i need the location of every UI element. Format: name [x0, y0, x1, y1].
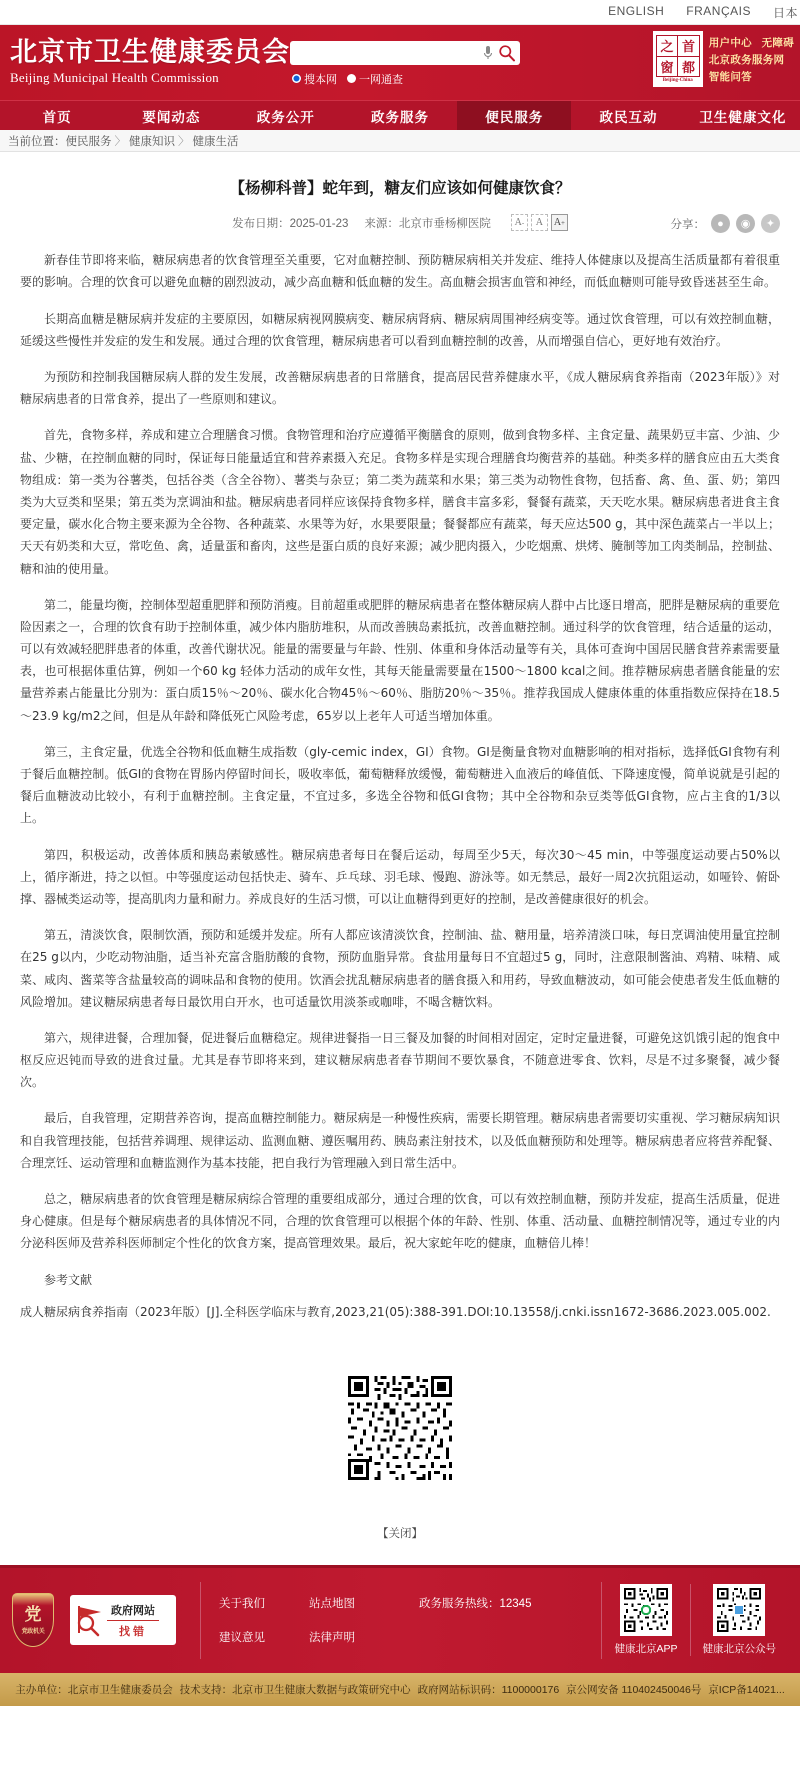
gov-link-row-1	[709, 35, 794, 50]
gov-link-row-2	[709, 52, 794, 67]
article-qr-code-icon	[345, 1373, 455, 1483]
search-bar[interactable]	[290, 41, 520, 65]
search-icon[interactable]	[498, 44, 516, 62]
copyright-icp: 京ICP备14021...	[708, 1683, 785, 1696]
nav-item-home[interactable]: 首页	[42, 109, 72, 125]
search-scope-group	[290, 71, 520, 87]
health-beijing-official-account-qr-icon	[713, 1584, 765, 1636]
divider	[107, 1620, 159, 1621]
reference-item: 成人糖尿病食养指南（2023年版）[J].全科医学临床与教育,2023,21(05):388-391.DOI:10.13558/j.cnki.issn1672-3686.2023.005.002.	[20, 1304, 771, 1319]
gov-agency-badge-caption: 党政机关	[21, 1628, 45, 1635]
site-logo[interactable]	[0, 36, 290, 86]
nav-item-gov-services[interactable]: 政务服务	[370, 109, 429, 125]
breadcrumb-item-2[interactable]: 健康知识	[129, 135, 175, 148]
nav-item-health-culture[interactable]: 卫生健康文化	[699, 109, 787, 125]
copyright-bar	[0, 1673, 800, 1706]
article-paragraph: 第五，清淡饮食，限制饮酒，预防和延缓并发症。所有人都应该清淡饮食，控制油、盐、糖用量，培养清淡口味，每日烹调油使用量宜控制在25 g以内，少吃动物油脂，适当补充富含脂肪酸的食物，预防血脂异常。食盐用量每日不宜超过5 g，同时，注意限制酱油、鸡精、味精、咸菜、咸肉、酱菜等含盐量较高的调味品和食物的使用。饮酒会扰乱糖尿病患者的膳食摄入和用药，导致血糖波动，如可能会使患者发生低血糖的风险增加。建议糖尿病患者每日最饮用白开水，也可适量饮用淡茶或咖啡，不喝含糖饮料。	[20, 928, 780, 1009]
gov-agency-badge-glyph: 党	[24, 1604, 42, 1624]
copyright-site-id: 政府网站标识码：1100000176	[417, 1683, 560, 1696]
seal-english-label: Beijing-China	[662, 78, 693, 83]
gov-error-text	[107, 1602, 159, 1639]
breadcrumb-prefix: 当前位置：	[8, 135, 66, 148]
copyright-tech: 技术支持：北京市卫生健康大数据与政策研究中心	[179, 1683, 411, 1696]
favorite-icon[interactable]: ✦	[761, 214, 780, 233]
weibo-icon[interactable]: ◉	[736, 214, 755, 233]
footer-link-feedback[interactable]: 建议意见	[219, 1632, 265, 1645]
gov-error-line1: 政府网站	[111, 1604, 155, 1617]
close-article-button[interactable]: 【关闭】	[377, 1527, 423, 1540]
lang-english[interactable]: ENGLISH	[608, 3, 665, 18]
magnifier-flag-icon	[75, 1603, 105, 1637]
article-paragraph: 第六，规律进餐，合理加餐，促进餐后血糖稳定。规律进餐指一日三餐及加餐的时间相对固定，定时定量进餐，可避免这饥饿引起的饱食中枢反应迟钝而导致的进食过量。尤其是春节即将来到，建议糖尿病患者春节期间不要饮暴食，不随意进零食、饮料，尽是不过多聚餐，减少餐次。	[20, 1030, 780, 1090]
footer-links	[200, 1582, 602, 1659]
seal-char-4: 都	[678, 57, 699, 77]
article-qrcode-area	[20, 1337, 780, 1489]
article-paragraph: 为预防和控制我国糖尿病人群的发生发展，改善糖尿病患者的日常膳食，提高居民营养健康水平，《成人糖尿病食养指南（2023年版）》对糖尿病患者的日常食养，提出了一些原则和建议。	[20, 370, 780, 407]
article-paragraph: 首先，食物多样，养成和建立合理膳食习惯。食物管理和治疗应遵循平衡膳食的原则，做到食物多样、主食定量、蔬果奶豆丰富、少油、少盐、少糖，在控制血糖的同时，保证每日能量适宜和营养素摄入充足。食物多样是实现合理膳食均衡营养的基础。种类多样的膳食应由五大类食物组成：第一类为谷薯类，包括谷类（含全谷物）、薯类与杂豆；第二类为蔬菜和水果；第三类为动物性食物，包括畜、禽、鱼、蛋、奶；第四类为大豆类和坚果；第五类为烹调油和盐。糖尿病患者同样应该保持食物多样，膳食丰富多彩，餐餐有蔬菜，天天吃水果。糖尿病患者进食主食要定量，碳水化合物主要来源为全谷物、各种蔬菜、水果等为好，水果要限量；餐餐都应有蔬菜，每天应达500 g，其中深色蔬菜占一半以上；天天有奶类和大豆，常吃鱼、禽，适量蛋和畜肉，这些是蛋白质的良好来源；减少肥肉摄入，少吃烟熏、烘烤、腌制等加工肉类制品，控制盐、糖和油的使用量。	[20, 428, 780, 576]
article	[20, 152, 780, 1565]
breadcrumb-separator-2: 〉	[178, 135, 190, 148]
font-size-increase-button[interactable]: A +	[551, 214, 568, 231]
gov-service-links	[709, 35, 794, 84]
search-scope-site-label: 搜本网	[304, 73, 337, 86]
lang-japanese[interactable]: 日本	[772, 5, 798, 20]
search-input[interactable]	[296, 43, 482, 63]
article-source: 来源：北京市垂杨柳医院	[364, 217, 491, 230]
font-size-decrease-button[interactable]: A -	[511, 214, 528, 231]
footer-link-sitemap[interactable]: 站点地图	[309, 1598, 355, 1611]
article-paragraph: 第四，积极运动，改善体质和胰岛素敏感性。糖尿病患者每日在餐后运动，每周至少5天，每次30～45 min，中等强度运动要占50%以上，循序渐进，持之以恒。中等强度运动包括快走、骑车、乒乓球、羽毛球、慢跑、游泳等。如无禁忌，最好一周2次抗阻运动，如哑铃、俯卧撑、器械类运动等，提高肌肉力量和耐力。养成良好的生活习惯，可以让血糖得到更好的控制，是改善健康很好的机会。	[20, 847, 780, 906]
article-paragraph: 长期高血糖是糖尿病并发症的主要原因，如糖尿病视网膜病变、糖尿病肾病、糖尿病周围神经病变等。通过饮食管理，可以有效控制血糖，延缓这些慢性并发症的发生和发展。通过合理的饮食管理，糖尿病患者可以看到血糖控制的改善，从而增强自信心，更好地有效治疗。	[20, 311, 780, 348]
site-footer	[0, 1565, 800, 1673]
language-switcher	[608, 4, 800, 21]
article-meta	[20, 214, 780, 235]
health-beijing-app-qr-icon	[620, 1584, 672, 1636]
footer-qrcode-app	[602, 1584, 689, 1656]
breadcrumb	[0, 130, 800, 152]
gov-link-service-net[interactable]: 北京政务服务网	[708, 53, 785, 66]
article-paragraph: 总之，糖尿病患者的饮食管理是糖尿病综合管理的重要组成部分，通过合理的饮食，可以有效控制血糖，预防并发症，提高生活质量，促进身心健康。但是每个糖尿病患者的具体情况不同，合理的饮食管理可以根据个体的年龄、性别、体重、活动量、血糖控制情况等，通过专业的内分泌科医师及营养科医师制定个性化的饮食方案，提高管理效果。最后，祝大家蛇年吃的健康，血糖倍儿棒！	[20, 1192, 780, 1251]
gov-link-user-center[interactable]: 用户中心	[708, 36, 752, 49]
gov-link-accessibility[interactable]: 无障碍	[761, 36, 794, 49]
nav-item-news[interactable]: 要闻动态	[142, 109, 201, 125]
references-title: 参考文献	[44, 1272, 93, 1287]
header-right-block	[653, 31, 794, 87]
article-paragraph: 最后，自我管理，定期营养咨询，提高血糖控制能力。糖尿病是一种慢性疾病，需要长期管理。糖尿病患者需要切实重视、学习糖尿病知识和自我管理技能，包括营养调理、规律运动、监测血糖、遵医嘱用药、胰岛素注射技术，以及低血糖预防和处理等。糖尿病患者应将营养配餐、合理烹饪、运动管理和血糖监测作为基本技能，把自我行为管理融入到日常生活中。	[20, 1111, 780, 1170]
search-block	[290, 39, 520, 87]
article-paragraph: 第三，主食定量，优选全谷物和低血糖生成指数（gly-cemic index，GI）食物。GI是衡量食物对血糖影响的相对指标，选择低GI食物有利于餐后血糖控制。低GI的食物在胃肠内停留时间长，吸收率低，葡萄糖释放缓慢，葡萄糖进入血液后的峰值低、下降速度慢，简单说就是引起的餐后血糖波动比较小，有利于血糖控制。主食定量，不宜过多，多选全谷物和低GI食物；其中全谷物和杂豆类等低GI食物，应占主食的1/3以上。	[20, 744, 780, 826]
seal-char-2: 首	[678, 36, 699, 56]
article-paragraph: 新春佳节即将来临，糖尿病患者的饮食管理至关重要，它对血糖控制、预防糖尿病相关并发症、维持人体健康以及提高生活质量都有着很重要的影响。合理的饮食可以避免血糖的剧烈波动，减少高血糖和低血糖的发生。高血糖会损害血管和神经，而低血糖则可能导致昏迷甚至生命。	[20, 253, 780, 290]
nav-item-interaction[interactable]: 政民互动	[599, 109, 658, 125]
gov-link-smart-qa[interactable]: 智能问答	[708, 70, 752, 83]
search-scope-network[interactable]	[347, 71, 403, 87]
seal-characters	[656, 35, 700, 77]
gov-website-error-report-button[interactable]	[70, 1595, 176, 1645]
share-label: 分享：	[670, 218, 705, 231]
nav-item-public-services[interactable]: 便民服务	[457, 101, 571, 130]
article-paragraph: 第二，能量均衡，控制体型超重肥胖和预防消瘦。目前超重或肥胖的糖尿病患者在整体糖尿病人群中占比逐日增高，肥胖是糖尿病的重要危险因素之一，合理的饮食有助于控制体重，减少体内脂肪堆积，从而改善胰岛素抵抗，改善血糖控制。通过科学的饮食管理，结合适量的运动，可以有效减轻肥胖患者的体重，改善代谢状况。能量的需要量与年龄、性别、体重和身体活动量等有关，具体可查询中国居民膳食营养素需要量表，也可根据体重估算，例如一个60 kg 轻体力活动的成年女性，其每天能量需要量在1500～1800 kcal之间。推荐糖尿病患者膳食能量的宏量营养素占能量比分别为：蛋白质15％～20％、碳水化合物45％～60％、脂肪20％～35％。推荐我国成人健康体重的体重指数应保持在18.5～23.9 kg/m2之间，但是从年龄和降低死亡风险考虑，65岁以上老年人可适当增加体重。	[20, 597, 780, 723]
font-size-controls	[511, 214, 568, 231]
site-title-cn: 北京市卫生健康委员会	[10, 36, 290, 68]
seal-char-1: 之	[657, 36, 678, 56]
footer-qr-caption-app: 健康北京APP	[614, 1643, 678, 1656]
microphone-icon[interactable]	[482, 45, 494, 61]
lang-francais[interactable]: FRANÇAIS	[686, 3, 751, 18]
breadcrumb-item-3[interactable]: 健康生活	[192, 135, 239, 148]
article-body	[20, 235, 780, 1323]
gov-error-line2: 找错	[119, 1625, 147, 1638]
publish-date: 发布日期：2025-01-23	[232, 217, 349, 230]
search-scope-site[interactable]	[292, 71, 337, 87]
share-block	[671, 214, 781, 233]
capital-window-seal[interactable]	[653, 31, 703, 87]
top-utility-bar	[0, 0, 800, 25]
font-size-default-button[interactable]: A	[531, 214, 548, 231]
breadcrumb-item-1[interactable]: 便民服务	[65, 135, 112, 148]
footer-link-legal[interactable]: 法律声明	[309, 1632, 355, 1645]
site-header	[0, 25, 800, 100]
nav-item-gov-disclosure[interactable]: 政务公开	[256, 109, 315, 125]
footer-qrcode-official-account	[690, 1584, 789, 1656]
wechat-icon[interactable]: ●	[711, 214, 730, 233]
footer-links-row-2	[219, 1629, 583, 1645]
radio-selected-icon	[292, 74, 301, 83]
search-scope-network-label: 一网通查	[359, 73, 403, 86]
footer-link-about[interactable]: 关于我们	[219, 1598, 265, 1611]
seal-char-3: 窗	[657, 57, 678, 77]
copyright-police-id: 京公网安备 110402450046号	[566, 1683, 702, 1696]
footer-hotline: 政务服务热线：12345	[419, 1598, 532, 1611]
footer-qr-caption-official: 健康北京公众号	[702, 1643, 776, 1656]
site-title-en: Beijing Municipal Health Commission	[10, 70, 219, 86]
page-content	[0, 152, 800, 1565]
breadcrumb-separator-1: 〉	[114, 135, 126, 148]
copyright-owner: 主办单位：北京市卫生健康委员会	[15, 1683, 173, 1696]
gov-agency-badge-icon	[12, 1593, 54, 1647]
main-navigation	[0, 100, 800, 130]
gov-link-row-3	[709, 69, 794, 84]
radio-unselected-icon	[347, 74, 356, 83]
page-title: 【杨柳科普】蛇年到，糖友们应该如何健康饮食？	[229, 179, 571, 197]
footer-links-row-1	[219, 1595, 583, 1611]
